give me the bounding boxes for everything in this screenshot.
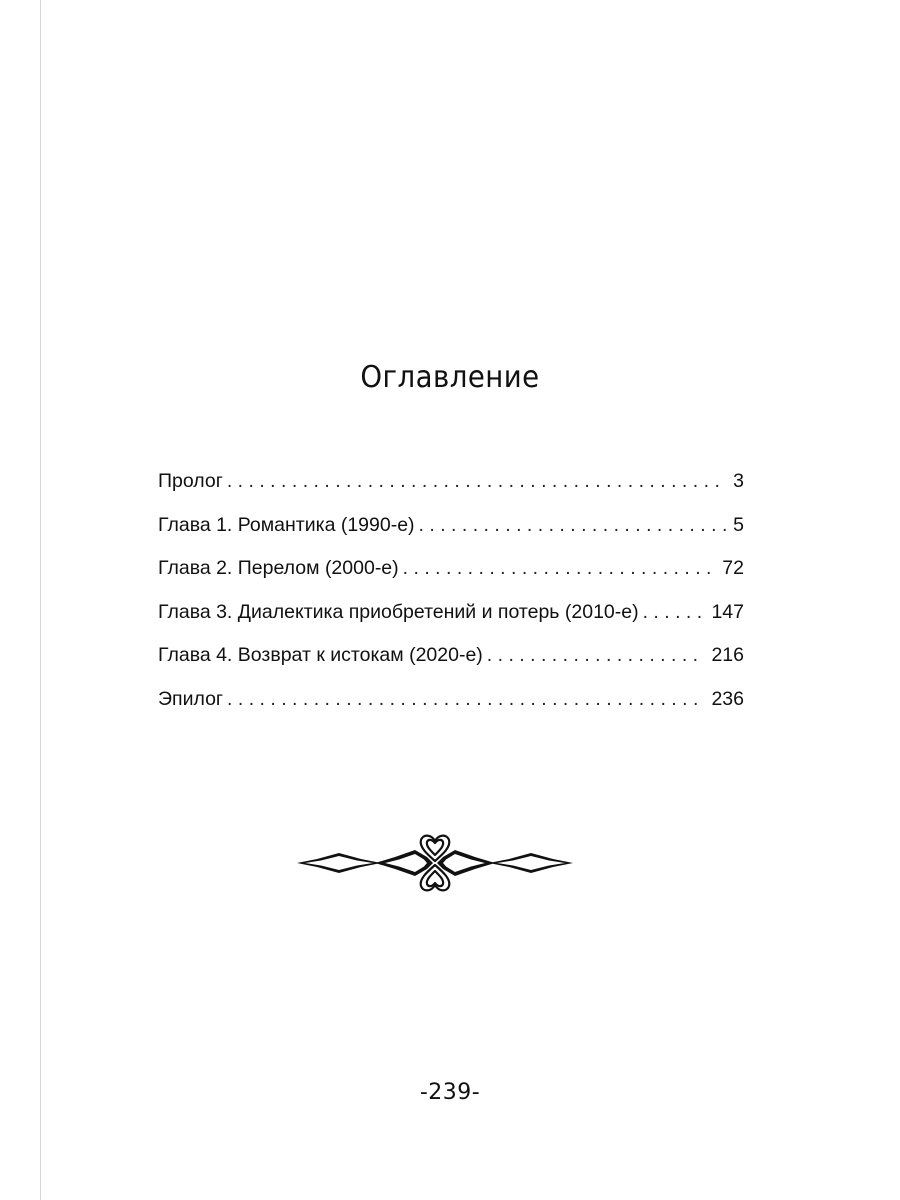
toc-entry-page: 72: [722, 557, 744, 579]
table-of-contents: [158, 470, 744, 731]
page-edge-line: [40, 0, 41, 1200]
heart-knot-divider-icon: [295, 830, 575, 896]
toc-entry-page: 147: [711, 600, 744, 623]
toc-entry-label: Глава 2. Перелом (2000-е): [158, 557, 399, 579]
toc-entry-epilogue: [158, 688, 744, 732]
toc-leader-dots: [227, 470, 727, 493]
toc-entry-chapter-1: [158, 514, 744, 558]
toc-entry-label: Эпилог: [158, 687, 224, 710]
toc-entry-label: Глава 1. Романтика (1990-е): [158, 513, 415, 536]
toc-leader-dots: [403, 557, 717, 580]
toc-entry-label: Пролог: [158, 470, 223, 492]
toc-entry-page: 5: [733, 513, 744, 536]
toc-entry-prologue: [158, 470, 744, 514]
toc-leader-dots: [419, 514, 728, 537]
toc-leader-dots: [487, 644, 706, 667]
toc-entry-chapter-2: [158, 557, 744, 601]
toc-entry-page: 236: [711, 687, 744, 710]
page-title: Оглавление: [360, 360, 540, 395]
page-number: -239-: [419, 1080, 481, 1105]
toc-entry-page: 3: [733, 470, 744, 492]
toc-leader-dots: [227, 688, 705, 711]
toc-entry-chapter-3: [158, 601, 744, 645]
toc-leader-dots: [643, 601, 706, 624]
toc-entry-page: 216: [711, 644, 744, 666]
toc-entry-label: Глава 3. Диалектика приобретений и потерь (2010-е): [158, 600, 639, 623]
toc-entry-chapter-4: [158, 644, 744, 688]
toc-entry-label: Глава 4. Возврат к истокам (2020-е): [158, 644, 483, 666]
